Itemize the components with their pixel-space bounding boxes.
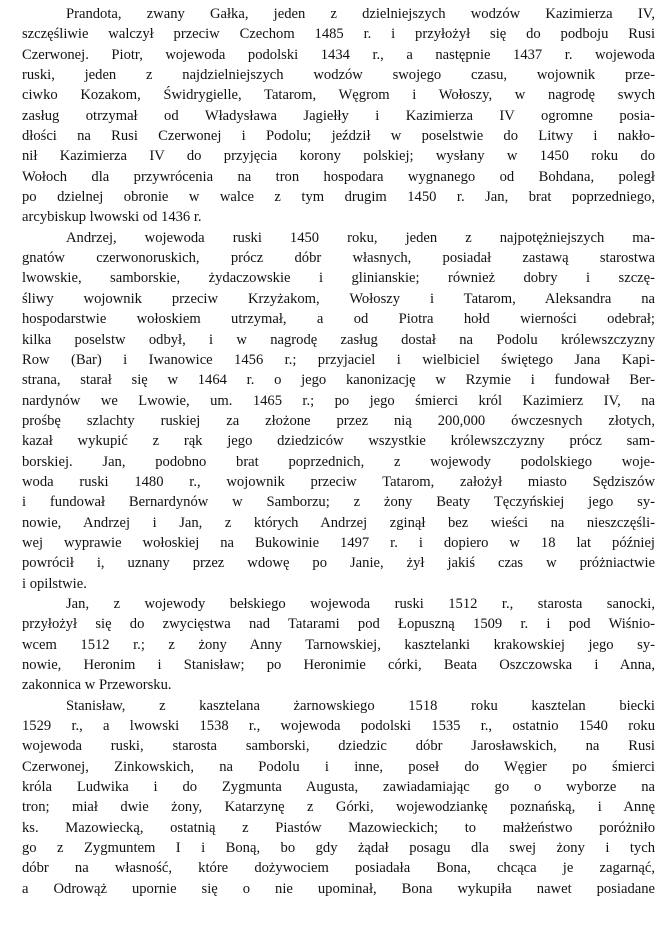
- text-line: prośbę szlachty ruskiej za złożone przez nią 200,000 ówczesnych złotych,: [22, 412, 655, 429]
- paragraph-jan: [22, 594, 655, 696]
- text-line: strana, starał się w 1464 r. o jego kanonizację w Rzymie i fundował Ber-: [22, 372, 655, 389]
- text-line: nardynów we Lwowie, um. 1465 r.; po jego śmierci król Kazimierz IV, na: [22, 392, 655, 409]
- text-line: Jan, z wojewody bełskiego wojewoda ruski 1512 r., starosta sanocki,: [66, 595, 655, 612]
- text-line: tron; miał dwie żony, Katarzynę z Górki, wojewodziankę poznańską, i Annę: [22, 799, 655, 816]
- text-line: Andrzej, wojewoda ruski 1450 roku, jeden z najpotężniejszych ma-: [66, 229, 655, 246]
- text-line: przyłożył się do zwycięstwa nad Tatarami pod Łopuszną 1509 r. i pod Wiśnio-: [22, 616, 655, 633]
- text-line: go z Zygmuntem I i Boną, bo gdy żądał posagu dla swej żony i tych: [22, 840, 655, 857]
- text-line: wojewoda ruski, starosta samborski, dziedzic dóbr Jarosławskich, na Rusi: [22, 738, 655, 755]
- text-line: ks. Mazowiecką, ostatnią z Piastów Mazowieckich; to małżeństwo poróżniło: [22, 819, 655, 836]
- text-line: i opilstwie.: [22, 575, 87, 592]
- text-line: powrócił i, uznany przez wdowę po Janie, żył jakiś czas w próżniactwie: [22, 555, 655, 572]
- text-line: zakonnica w Przeworsku.: [22, 677, 172, 694]
- text-line: Czerwonej, Zinkowskich, na Podolu i inne, poseł do Węgier po śmierci: [22, 758, 655, 775]
- text-line: woda ruski 1480 r., wojownik przeciw Tatarom, założył miasto Sędziszów: [22, 473, 655, 490]
- text-line: ciwko Kozakom, Świdrygielle, Tatarom, Węgrom i Wołoszy, w nagrodę swych: [22, 87, 655, 104]
- text-line: Row (Bar) i Iwanowice 1456 r.; przyjaciel i wielbiciel świętego Jana Kapi-: [22, 351, 655, 368]
- text-line: i fundował Bernardynów w Samborzu; z żony Beaty Tęczyńskiej jego sy-: [22, 494, 655, 511]
- text-line: Wołoch dla przywrócenia na tron hospodara wygnanego od Bohdana, poległ: [22, 168, 655, 185]
- paragraph-stanislaw: [22, 696, 655, 899]
- paragraph-andrzej: [22, 228, 655, 594]
- text-line: hospodarstwie wołoskiem utrzymał, a od Piotra hołd wierności odebrał;: [22, 311, 655, 328]
- text-line: Stanisław, z kasztelana żarnowskiego 1518 roku kasztelan biecki: [66, 697, 655, 714]
- text-line: arcybiskup lwowski od 1436 r.: [22, 209, 202, 226]
- paragraph-prandota: [22, 4, 655, 228]
- text-line: śliwy wojownik przeciw Krzyżakom, Wołoszy i Tatarom, Aleksandra na: [22, 290, 655, 307]
- text-line: 1529 r., a lwowski 1538 r., wojewoda podolski 1535 r., ostatnio 1540 roku: [22, 718, 655, 735]
- text-line: kazał wykupić z rąk jego dziedziców wszystkie królewszczyzny prócz sam-: [22, 433, 655, 450]
- text-line: po dzielnej obronie w walce z tym drugim 1450 r. Jan, brat poprzedniego,: [22, 189, 655, 206]
- text-line: nowie, Andrzej i Jan, z których Andrzej zginął bez wieści na nieszczęśli-: [22, 514, 655, 531]
- text-line: zasług otrzymał od Władysława Jagiełły i Kazimierza IV ogromne posia-: [22, 107, 655, 124]
- text-line: lwowskie, samborskie, żydaczowskie i glinianskie; również dobry i szczę-: [22, 270, 655, 287]
- text-line: a Odrowąż upornie się o nie upominał, Bona wykupiła nawet posiadane: [22, 880, 655, 897]
- text-line: Prandota, zwany Gałka, jeden z dzielniejszych wodzów Kazimierza IV,: [66, 6, 655, 22]
- text-line: króla Ludwika i do Zygmunta Augusta, zawiadamiając go o wyborze na: [22, 779, 655, 796]
- text-line: wcem 1512 r.; z żony Anny Tarnowskiej, kasztelanki krakowskiej jego sy-: [22, 636, 655, 653]
- text-line: wej wyprawie wołoskiej na Bukowinie 1497 r. i dopiero w 18 lat później: [22, 534, 655, 551]
- text-line: szczęśliwie walczył przeciw Czechom 1485 r. i przyłożył się do podboju Rusi: [22, 26, 655, 43]
- text-line: gnatów czerwonoruskich, prócz dóbr własnych, posiadał zastawą starostwa: [22, 250, 655, 267]
- text-line: ruski, jeden z najdzielniejszych wodzów swojego czasu, wojownik prze-: [22, 67, 655, 84]
- text-line: Czerwonej. Piotr, wojewoda podolski 1434 r., a następnie 1437 r. wojewoda: [22, 46, 655, 63]
- text-line: dóbr na własność, które dożywociem posiadała Bona, chcąca je zagarnąć,: [22, 860, 655, 877]
- text-line: dłości na Rusi Czerwonej i Podolu; jeździł w poselstwie do Litwy i nakło-: [22, 128, 655, 145]
- text-line: nił Kazimierza IV do przyjęcia korony polskiej; wysłany w 1450 roku do: [22, 148, 655, 165]
- text-line: kilka poselstw odbył, i w nagrodę zasług dostał na Podolu królewszczyzny: [22, 331, 655, 348]
- text-line: nowie, Heronim i Stanisław; po Heronimie córki, Beata Oszczowska i Anna,: [22, 657, 655, 673]
- text-line: borskiej. Jan, podobno brat poprzednich, z wojewody podolskiego woje-: [22, 453, 655, 470]
